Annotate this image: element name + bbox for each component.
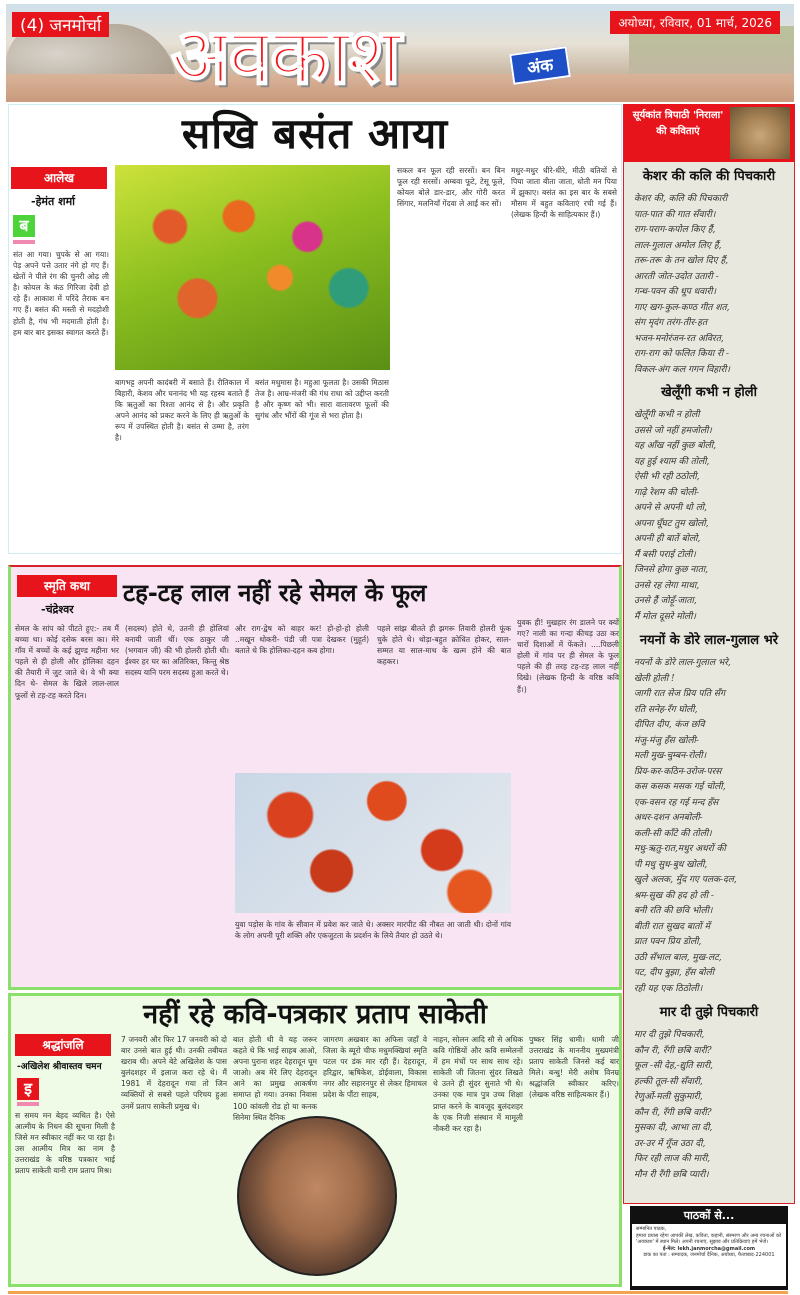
poem-line: श्रम-सुख की हद हो ली - xyxy=(634,890,714,901)
date-line: अयोध्या, रविवार, 01 मार्च, 2026 xyxy=(610,11,780,34)
article-column: स समय मन बेहद व्यथित है। ऐसे आत्मीय के निधन की सूचना मिली है जिसे मन स्वीकार नहीं कर पा रहा है। उस आत्मीय मित्र का नाम है उत्तराखंड के वरिष्ठ पत्रकार भाई प्रताप साकेती यानी राम प्रताप मिश्र। xyxy=(15,1111,115,1176)
dropcap-decoration xyxy=(17,1102,39,1106)
poem-line: यह आँख नहीं कुछ बोली, xyxy=(634,441,717,451)
author-byline: -हेमंत शर्मा xyxy=(31,195,75,208)
poem-line: जागी रात सेज प्रिय पति सँग xyxy=(634,689,726,699)
poem-line: गन्ध-पवन की धूप धवारी। xyxy=(634,287,717,297)
poem-line: जिनसे होगा कुछ नाता, xyxy=(634,565,709,575)
author-byline: -अखिलेश श्रीवास्तव चमन xyxy=(17,1062,102,1072)
article-column: पुष्कर सिंह धामी। धामी जी उत्तराखंड के माननीय मुख्यमंत्री प्रताप साकेती जिनसे कई बार मिले। बन्धु! मेरी अशेष विनम्र श्रद्धांजलि स्वीकार करिए। (लेखक वरिष्ठ साहित्यकार हैं।) xyxy=(529,1035,619,1100)
poem-line: अपने से अपनी धो लो, xyxy=(634,503,707,513)
poem-line: रति सनेह-रँग घोली, xyxy=(634,704,698,715)
poem-line: एक-वसन रह गई मन्द हँस xyxy=(634,797,719,808)
poem-line: फिर रही लाज की मारी, xyxy=(634,1154,711,1164)
dropcap-decoration xyxy=(13,240,35,244)
poem-title: खेलूँगी कभी न होली xyxy=(661,385,757,400)
article-semal-ke-phool xyxy=(8,565,622,990)
poet-header xyxy=(624,104,794,162)
readers-title: पाठकों से... xyxy=(683,1209,735,1222)
poem-body xyxy=(634,656,792,997)
readers-body xyxy=(632,1224,786,1286)
poem-line: विकल-अंग कल गगन विहारी। xyxy=(634,364,730,375)
article-column: (सदस्य) होते थे, उतनी ही होलियां बनायी जाती थीं। एक ठाकुर जी (भगवान जी) की भी होलरी होती थी। ईश्वर हर घर का अतिरिक्त, किन्तु श्रेष्ठ सदस्य यानि परम सदस्य हुआ करते थे। xyxy=(125,624,229,678)
poem-line: राग-पराग-कपोल किए हैं, xyxy=(634,225,716,235)
poem-line: गाए खग-कुल-कण्ठ गीत शत, xyxy=(634,302,730,313)
article-column-intro xyxy=(39,215,109,249)
poem-line: मौन री रँगी छबि प्यारी। xyxy=(634,1169,709,1180)
poem-line: उससे जो नहीं हमजोली। xyxy=(634,425,712,436)
poem-body xyxy=(634,1028,792,1183)
article-column: जागरण अखबार का अफिस जहाँ वे जिला के ब्यूरो चीफ मधुमक्खियां स्मृति पटल पर डंक मार रही हैं। देहरादून, हरिद्वार, ऋषिकेश, डोईवाला, विकास नगर और सहारनपुर से लेकर हिमाचल प्रदेश के पौंटा साहब, xyxy=(323,1035,427,1100)
poem-line: आरती जोत-उदोत उतारी - xyxy=(634,271,719,282)
poem-line: मली मुख-चुम्बन-रोली। xyxy=(634,751,707,761)
poem-line: अपनी ही बातें बोलो, xyxy=(634,534,701,544)
poem-line: मार दी तुझे पिचकारी, xyxy=(634,1030,705,1040)
poem-line: रही यह एक ठिठोली। xyxy=(634,983,703,994)
poem-line: नयनों के डोरे लाल-गुलाल भरे, xyxy=(634,658,731,668)
article-column: 7 जनवरी और फिर 17 जनवरी को दो बार उनसे बात हुई थी। उनकी तबीयत खराब थी। अपने बेटे अखिलेश के पास बुलंदशहर में इलाज करा रहे थे। मैं 1981 में देहरादून गया तो जिन व्यक्तियों से सबसे पहले परिचय हुआ उनमें प्रताप साकेती प्रमुख थे। xyxy=(121,1035,227,1111)
author-byline: -चंद्रेश्वर xyxy=(41,603,74,616)
poem-line: उठी सँभाल बाल, मुख-लट, xyxy=(634,952,722,963)
poem-title: नयनों के डोरे लाल-गुलाल भरे xyxy=(639,633,779,648)
pratap-saketi-portrait xyxy=(237,1116,397,1276)
poem-line: लाल-गुलाल अमोल लिए हैं, xyxy=(634,240,722,251)
poem-line: राग-राग को फलित किया री - xyxy=(634,349,730,359)
article-pratap-saketi xyxy=(8,993,622,1287)
poem-line: प्रात पवन प्रिय डोली, xyxy=(634,937,702,947)
poem-line: खेली होली ! xyxy=(634,673,675,684)
readers-greeting: सम्मानित पाठक, xyxy=(636,1226,667,1232)
poem-line: अपना घूँघट तुम खोलो, xyxy=(634,518,709,529)
poem-line: रेणुओं-मली सुकुमारी, xyxy=(634,1092,703,1102)
poem-body xyxy=(634,192,792,378)
poem-line: मंजु-मंजु हँस खोली- xyxy=(634,735,699,746)
poem-title: केशर की कलि की पिचकारी xyxy=(642,169,776,184)
readers-notice xyxy=(630,1206,788,1290)
article-column: पहले सांझ बीतते ही झगरू तिवारी होलरी फूंक चुके होते थे। थोड़ा-बहुत क्रोधित होकर, साल-सम्मत या साल-माथ के खत्म होने की बात कहकर। xyxy=(377,624,511,667)
readers-address: डाक का पता : सम्पादक, जनमोर्चा दैनिक, अयोध्या, फैजाबाद-224001 xyxy=(643,1252,775,1259)
article-title: टह-टह लाल नहीं रहे सेमल के फूल xyxy=(123,579,427,607)
poem-line: कौन री, रँगी छबि वारी? xyxy=(634,1107,712,1118)
poem-line: उर-उर में गूँज उठा दी, xyxy=(634,1138,706,1149)
poem-title: मार दी तुझे पिचकारी xyxy=(659,1005,759,1020)
dropcap: इ xyxy=(17,1078,39,1100)
article-column: बसंत मधुमास है। महुआ फूलता है। उसकी मिठास तेज है। आम्र-मंजरी की गंध राधा को उद्दीप्त करती है और कृष्ण को भी। सारा वातावरण फूलों की सुगंध और भौंरों की गूंज से भरा होता है। xyxy=(255,378,389,421)
poem-line: बनी रति की छवि भोली। xyxy=(634,906,713,916)
poem-line: हल्की तूल-सी सँवारी, xyxy=(634,1076,703,1087)
poem-line: उनसे रह लेगा माथा, xyxy=(634,580,700,591)
poet-name: सूर्यकांत त्रिपाठी 'निराला' की कविताएं xyxy=(632,110,724,137)
page-section-label: (4) जनमोर्चा xyxy=(12,12,109,37)
dropcap: ब xyxy=(13,215,35,237)
poem-line: पात-पात की गात सँवारी। xyxy=(634,209,716,220)
section-label-aalekh: आलेख xyxy=(11,167,107,189)
poem-line: संग मृदंग तरंग-तीर-हत xyxy=(634,318,708,328)
masthead-road-image xyxy=(6,74,794,102)
poem-line: पट, दीप बुझा, हँस बोली xyxy=(634,968,715,978)
article-title: सखि बसंत आया xyxy=(181,109,449,158)
poem-line: कौन री, रँगी छबि वारी? xyxy=(634,1045,712,1056)
poem-line: दीपित दीप, कंज छवि xyxy=(634,720,705,730)
poem-line: उनसे हैं जोड़ूँ-जाता, xyxy=(634,596,697,606)
poem-line: यह हुई श्याम की तोली, xyxy=(634,456,710,467)
poem-line: खेलूँगी कभी न होली xyxy=(634,410,700,420)
poem-line: मुसका दी, आभा ला दी, xyxy=(634,1123,713,1133)
poem-line: मैं मोल दूसरे मोली। xyxy=(634,611,696,622)
supplement-logo-badge: अंक xyxy=(509,46,571,85)
poem-line: भजन-मनोरंजन-रत अविरत, xyxy=(634,333,724,344)
poem-line: फूल -सी देह,-द्युति सारी, xyxy=(634,1061,713,1071)
poem-line: कली-सी काँटे की तोली। xyxy=(634,828,712,839)
poem-line: ऐसी भी रही ठठोली, xyxy=(634,472,700,482)
poem-line: पी मधु सुध-बुध खोली, xyxy=(634,859,708,870)
poetry-sidebar xyxy=(623,104,795,1204)
poem-line: कस कसक मसक गई चोली, xyxy=(634,782,726,792)
poem-line: मधु-ऋतु-रात,मधुर अधरों की xyxy=(634,844,726,854)
article-column: बात होती थी वे यह जरूर कहते थे कि भाई साहब आओ, अपना पुराना शहर देहरादून घूम जाओ। अब मेरे लिए देहरादून आने का प्रमुख आकर्षण समाप्त हो गया। उनका निवास 100 कांवली रोड हो या कनक सिनेमा स्थित दैनिक xyxy=(233,1035,317,1122)
supplement-logo: अवकाश xyxy=(171,11,400,102)
poem-line: तरू-तरू के तन खोल दिए हैं, xyxy=(634,256,729,266)
article-sakhi-basant xyxy=(8,104,622,554)
poet-portrait xyxy=(730,107,790,159)
article-column: और राग-द्वेष को बाहर कर! हो-हो-हो होली ..मखून थोकरी- पंडी जी पत्रा देखकर (मुहूर्त) बताते थे कि होलिका-दहन कब होगा। xyxy=(235,624,369,656)
article-photo-semal-flowers xyxy=(235,773,511,913)
article-title: नहीं रहे कवि-पत्रकार प्रताप साकेती xyxy=(143,999,487,1030)
poem-line: मैं बसी पराई टोली। xyxy=(634,549,696,560)
article-column: युवा पड़ोस के गांव के सीवान में प्रवेश कर जाते थे। अक्सर मारपीट की नौबत आ जाती थी। दोनों गांव के लोग अपनी पूरी शक्ति और एकजुटता के प्रदर्शन के लिये तैयार हो उठते थे। xyxy=(235,920,511,941)
poem-line: प्रिय-कर-कठिन-उरोज-परस xyxy=(634,766,722,777)
readers-email[interactable]: ई-मेल: lekh.janmorcha@gmail.com xyxy=(662,1245,756,1252)
article-column: संत आ गया। चुपके से आ गया। पेड़ अपने पत्ते उतार नंगे हो गए हैं। खेतों ने पीले रंग की चुनरी ओढ़ ली है। कोयल के कंठ गिरिजा देवी हो रहे हैं। आकाश में परिंदे तैराक बन गए हैं। बसंत की मस्ती से मदहोशी होती है, गंध भी मदमाती होती है। हम बार बार इसका स्वागत करते हैं। xyxy=(13,250,109,337)
article-column: सेमल के सांप को पीटते हुए:- तब मैं बच्चा था। कोई दसेक बरस का। मेरे गाँव में बच्चों के कई झुण्ड महीना भर पहले से ही होली और होलिका दहन की तैयारी में जुट जाते थे। वे भी क्या दिन थे- सेमल के खिले लाल-लाल फूलों से टह-टह करते दिन। xyxy=(15,624,119,700)
poem-line: बीती रात सुखद बातों में xyxy=(634,921,711,932)
article-column: नाहन, सोलन आदि सौ से अधिक कवि गोष्ठियों और कवि सम्मेलनों में हम मंचों पर साथ साथ रहे। साकेती जी जितना सुंदर लिखते थे उतने ही सुंदर सुनाते भी थे। उनका एक मात्र पुत्र उच्च शिक्षा प्राप्त करने के बावजूद बुलंदशहर के एक निजी संस्थान में मामूली नौकरी कर रहा है। xyxy=(433,1035,523,1133)
poem-body xyxy=(634,408,792,625)
article-column: युवक ही! मुखहार रंग डालने पर क्यों गए? नाली का गन्दा कीचड़ उठा कर चारों दिशाओं में फेंकते। ....पिछली होली में गांव पर ही सेमल के फूल पहले की ही तरह टह-टह लाल नहीं दिखे। (लेखक हिन्दी के वरिष्ठ कवि हैं।) xyxy=(517,618,619,694)
poem-line: केशर की, कलि की पिचकारी xyxy=(634,194,728,204)
bottom-rule xyxy=(8,1291,788,1294)
poem-line: खुले अलक, मुँद गए पलक-दल, xyxy=(634,875,737,885)
poem-line: अधर-दशन अनबोली- xyxy=(634,813,703,823)
readers-message: हमारा प्रयास रहेगा आपकी लेख, कविता, कहानी, संस्मरण और अन्य रचनाओं को 'अवकाश' में स्थान मिले। अपनी रचनाएं, सुझाव और प्रतिक्रियाएं हमें भेजें। xyxy=(636,1232,782,1246)
masthead xyxy=(6,4,794,102)
article-column: सकल बन फूल रही सरसों। बन बिन फूल रही सरसों। अम्बवा फूटे, टेसू फूले, कोयल बोले डार-डार, और गोरी करत सिंगार, मलनियाँ गेंदवा ले आईं कर सों। xyxy=(397,166,505,209)
article-photo-mustard-field xyxy=(115,165,390,370)
section-label-shraddhanjali: श्रद्धांजलि xyxy=(15,1034,111,1056)
article-column: मधुर-मधुर धीरे-धीरे, मीठी बतियों से पिया जाता बीता जाता, धोती मन पिया में झुकाए। बसंत का इस बार के सबसे मौसम में बहुत कविताएं रची गई हैं। (लेखक हिन्दी के साहित्यकार हैं।) xyxy=(511,166,617,220)
section-label-smriti-katha: स्मृति कथा xyxy=(17,575,117,597)
article-column: बागभट्ट अपनी कादंबरी में बसाते हैं। रीतिकाल में बिहारी, केशव और घनानंद भी यह रहस्य बताते हैं कि ऋतुओं का रिश्ता आनंद से है। और प्रकृति अपने आनंद को प्रकट करने के लिए ही ऋतुओं के रूप में उपस्थित होती है। बसंत से उम्मा है, तरंग है। xyxy=(115,378,249,443)
poem-line: गाढ़े रेशम की चोली- xyxy=(634,487,699,498)
